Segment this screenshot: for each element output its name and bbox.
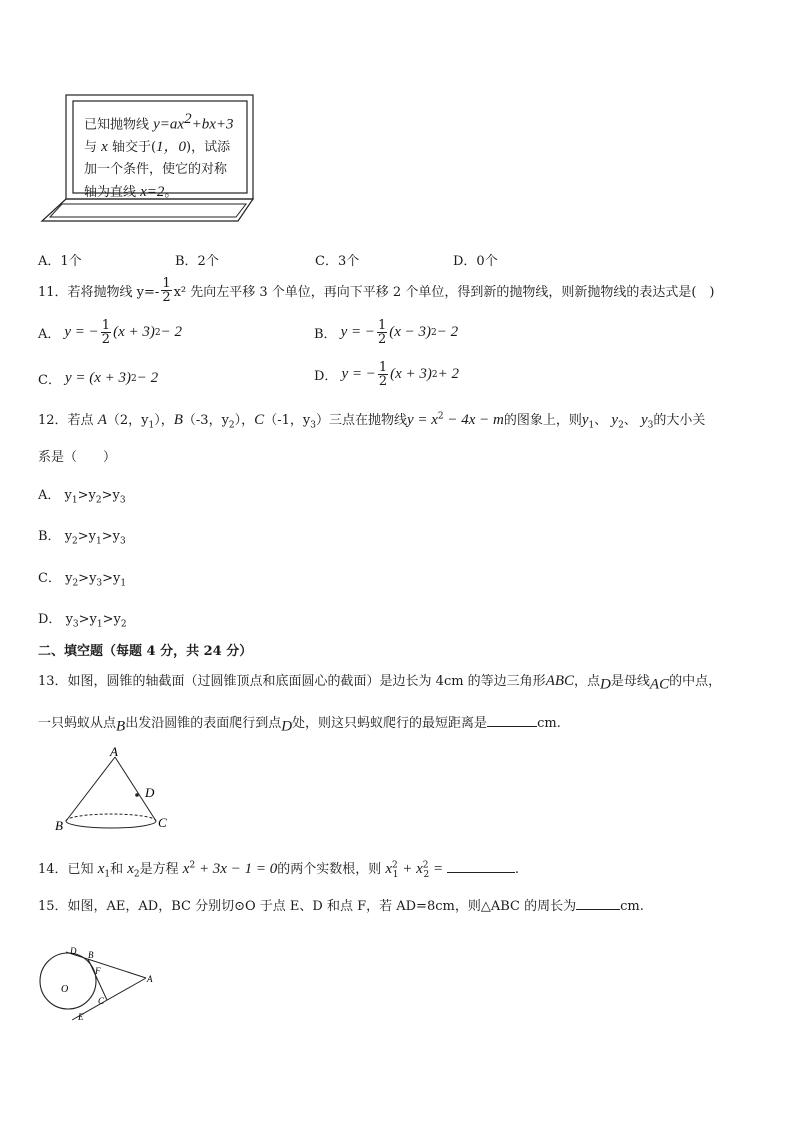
separator: 、 [623,413,641,428]
label-d: D [70,946,77,956]
point-a-end: ）， [154,413,174,428]
subscript: 3 [120,536,126,547]
subscript: 2 [72,536,78,547]
subscript: 1 [148,420,155,431]
q13-text-f: 出发沿圆锥的表面爬行到点 [125,716,282,731]
subscript: 2 [228,420,235,431]
q12-option-c: C． $y_2>y_3>y_1$ [38,571,127,589]
subscript: 1 [120,578,127,589]
q10-option-b: B．2个 [175,254,219,269]
q14-stem [38,858,519,880]
y3: y [640,412,648,428]
label-c: C [98,996,105,1006]
option-label: A． [38,488,61,503]
option-label: D． [38,612,62,627]
board-line4-math: x=2 [140,184,165,201]
segment-ac: AC [649,676,670,693]
q10-option-d: D．0个 [453,254,498,269]
label-b: B [88,950,94,960]
board-line3: 加一个条件，使它的对称 [84,162,228,178]
frac-num: 1 [101,318,111,333]
q15-unit: cm. [620,899,644,914]
q14-text-c: 的两个实数根，则 [277,862,386,877]
board-line4-end: 。 [164,185,178,201]
frac-den: 2 [101,332,111,347]
frac-num: 1 [377,318,387,333]
q11-fraction [161,277,171,304]
point-b: B [173,412,183,428]
exponent: 2 [131,373,137,384]
option-math: y = − [340,324,375,340]
q11-option-b [314,319,458,346]
x2: x [127,861,134,877]
equation: x [182,861,190,877]
option-math-tail: − 2 [160,324,182,340]
q12-stem-b: 的图象上，则 [503,413,582,428]
q14-end: . [514,862,520,877]
option-label: D． [314,369,338,384]
equation-tail: + 3x − 1 = 0 [195,861,278,877]
subscript: 1 [96,536,102,547]
board-line1: 已知抛物线 [84,117,154,133]
frac-den: 2 [378,374,388,389]
option-fraction [377,319,387,346]
subscript: 3 [119,495,126,506]
sum-x2: x [416,861,423,877]
option-fraction [101,319,111,346]
option-math-tail: − 2 [136,370,159,386]
board-sup: 2 [184,111,192,127]
q12-stem-a: 12．若点 [38,413,98,428]
point-c: C [254,412,265,428]
cone-label-c: C [158,815,167,830]
q15-stem [38,895,644,914]
cone-label-b: B [55,818,63,833]
blackboard-text [84,108,233,204]
subscript: 3 [72,619,79,630]
q12-option-d: D． $y_3>y_1>y_2$ [38,612,127,630]
subscript: 2 [423,869,430,880]
option-label: B． [38,529,61,544]
q11-option-a [38,319,182,346]
y1: y [581,412,589,428]
y2: y [611,412,619,428]
option-math-tail: + 2 [437,366,460,382]
frac-den: 2 [377,332,387,347]
q15-text-a: 15．如图，AE，AD，BC 分别切⊙O 于点 E、D 和点 F，若 AD=8cm，则△ABC 的周长为 [38,899,577,914]
q13-unit: cm. [537,716,561,731]
q14-text-b: 是方程 [139,862,183,877]
board-math-tail: +bx+3 [191,116,234,133]
answer-blank[interactable] [447,860,515,873]
q13-text-a: 13．如图，圆锥的轴截面（过圆锥顶点和底面圆心的截面）是边长为 4cm 的等边三角形 [38,674,546,689]
option-math-post: (x + 3) [113,324,155,340]
frac-num: 1 [378,360,388,375]
subscript: 2 [95,495,102,506]
exponent: 2 [422,860,429,871]
q13-text-d: 的中点， [669,674,722,689]
q13-text-c: 是母线 [610,674,650,689]
frac-num: 1 [162,276,171,291]
option-math-tail: − 2 [436,324,459,340]
point-b-end: ）， [234,413,255,428]
answer-blank[interactable] [487,714,537,727]
option-math: y = (x + 3) [64,370,132,386]
q14-text-a: 14．已知 [38,862,98,877]
x1: x [97,861,105,877]
parabola-eq-tail: − 4x − m [443,412,504,428]
point-a: A [97,412,107,428]
point-c-end: ）三点在抛物线 [315,413,407,428]
board-x: x [101,139,108,156]
option-label: B． [314,327,337,342]
q12-stem-line2: 系是（ ） [38,450,117,465]
option-fraction [378,361,388,388]
point-d: D [600,676,611,693]
q12-stem-c: 的大小关 [653,413,706,428]
subscript: 1 [104,869,111,880]
separator: 、 [594,413,612,428]
section-heading: 二、填空题（每题 4 分，共 24 分） [38,644,253,659]
cone-figure [50,745,180,837]
answer-blank[interactable] [576,897,620,910]
board-line2c: )，试添 [186,140,231,156]
point-d: D [281,718,293,735]
label-a: A [147,974,153,984]
sum-x1: x [385,861,393,877]
plus: + [398,861,417,877]
triangle-abc: ABC [545,673,575,689]
q12-stem-line1 [38,409,705,431]
board-line4: 轴为直线 [84,185,141,201]
exponent: 2 [189,860,196,871]
board-math: y=ax [153,116,185,133]
tangent-circle-figure [36,940,161,1024]
q11-stem-a: 11．若将抛物线 y=- [38,285,160,300]
q11-stem [38,277,715,304]
board-point: 1，0 [156,139,187,156]
option-label: C． [38,571,61,586]
option-label: A． [38,327,61,342]
q13-text-g: 处，则这只蚂蚁爬行的最短距离是 [292,716,488,731]
q13-text-e: 一只蚂蚁从点 [38,716,117,731]
exponent: 2 [437,411,444,422]
label-e: E [78,1012,84,1022]
board-line2: 与 [84,140,102,156]
q13-text-b: ，点 [574,674,601,689]
q11-stem-b: x² 先向左平移 3 个单位，再向下平移 2 个单位，得到新的抛物线，则新抛物线的表达式是( ) [173,285,715,300]
subscript: 2 [72,578,79,589]
q11-option-d [314,361,459,388]
q12-option-a: A． $y_1>y_2>y_3$ [38,488,126,506]
exponent: 2 [431,327,437,338]
equals: = [429,861,447,877]
subscript: 1 [96,619,103,630]
point-b: B [116,718,126,735]
subscript: 2 [120,619,127,630]
subscript: 1 [71,495,78,506]
q10-option-a: A．1个 [38,254,82,269]
subscript: 3 [647,420,654,431]
q10-option-c: C．3个 [315,254,360,269]
cone-label-d: D [145,785,155,800]
point-c-coord: （-1，y [264,413,311,428]
subscript: 1 [392,869,399,880]
q11-option-c [38,369,158,388]
subscript: 3 [96,578,103,589]
subscript: 2 [618,420,624,431]
subscript: 1 [588,420,595,431]
label-f: F [95,966,101,976]
point-b-coord: （-3，y [182,413,229,428]
exponent: 2 [392,860,398,871]
option-math-post: (x − 3) [389,324,432,340]
exponent: 2 [431,369,438,380]
label-o: O [61,984,69,995]
option-math: y = − [341,366,376,382]
q14-and: 和 [110,862,128,877]
exponent: 2 [154,327,161,338]
subscript: 3 [310,420,316,431]
frac-den: 2 [162,290,171,305]
cone-label-a: A [110,745,118,759]
blackboard-figure [40,94,256,224]
subscript: 2 [133,869,140,880]
q12-option-b: B． $y_2>y_1>y_3$ [38,529,126,547]
point-a-coord: （2，y [106,413,149,428]
option-math: y = − [64,324,99,340]
q13-line2 [38,712,561,736]
q13-line1 [38,670,721,694]
option-label: C． [38,373,61,388]
parabola-eq: y = x [406,412,438,428]
option-math-post: (x + 3) [390,366,432,382]
board-line2b: 轴交于( [107,140,157,156]
